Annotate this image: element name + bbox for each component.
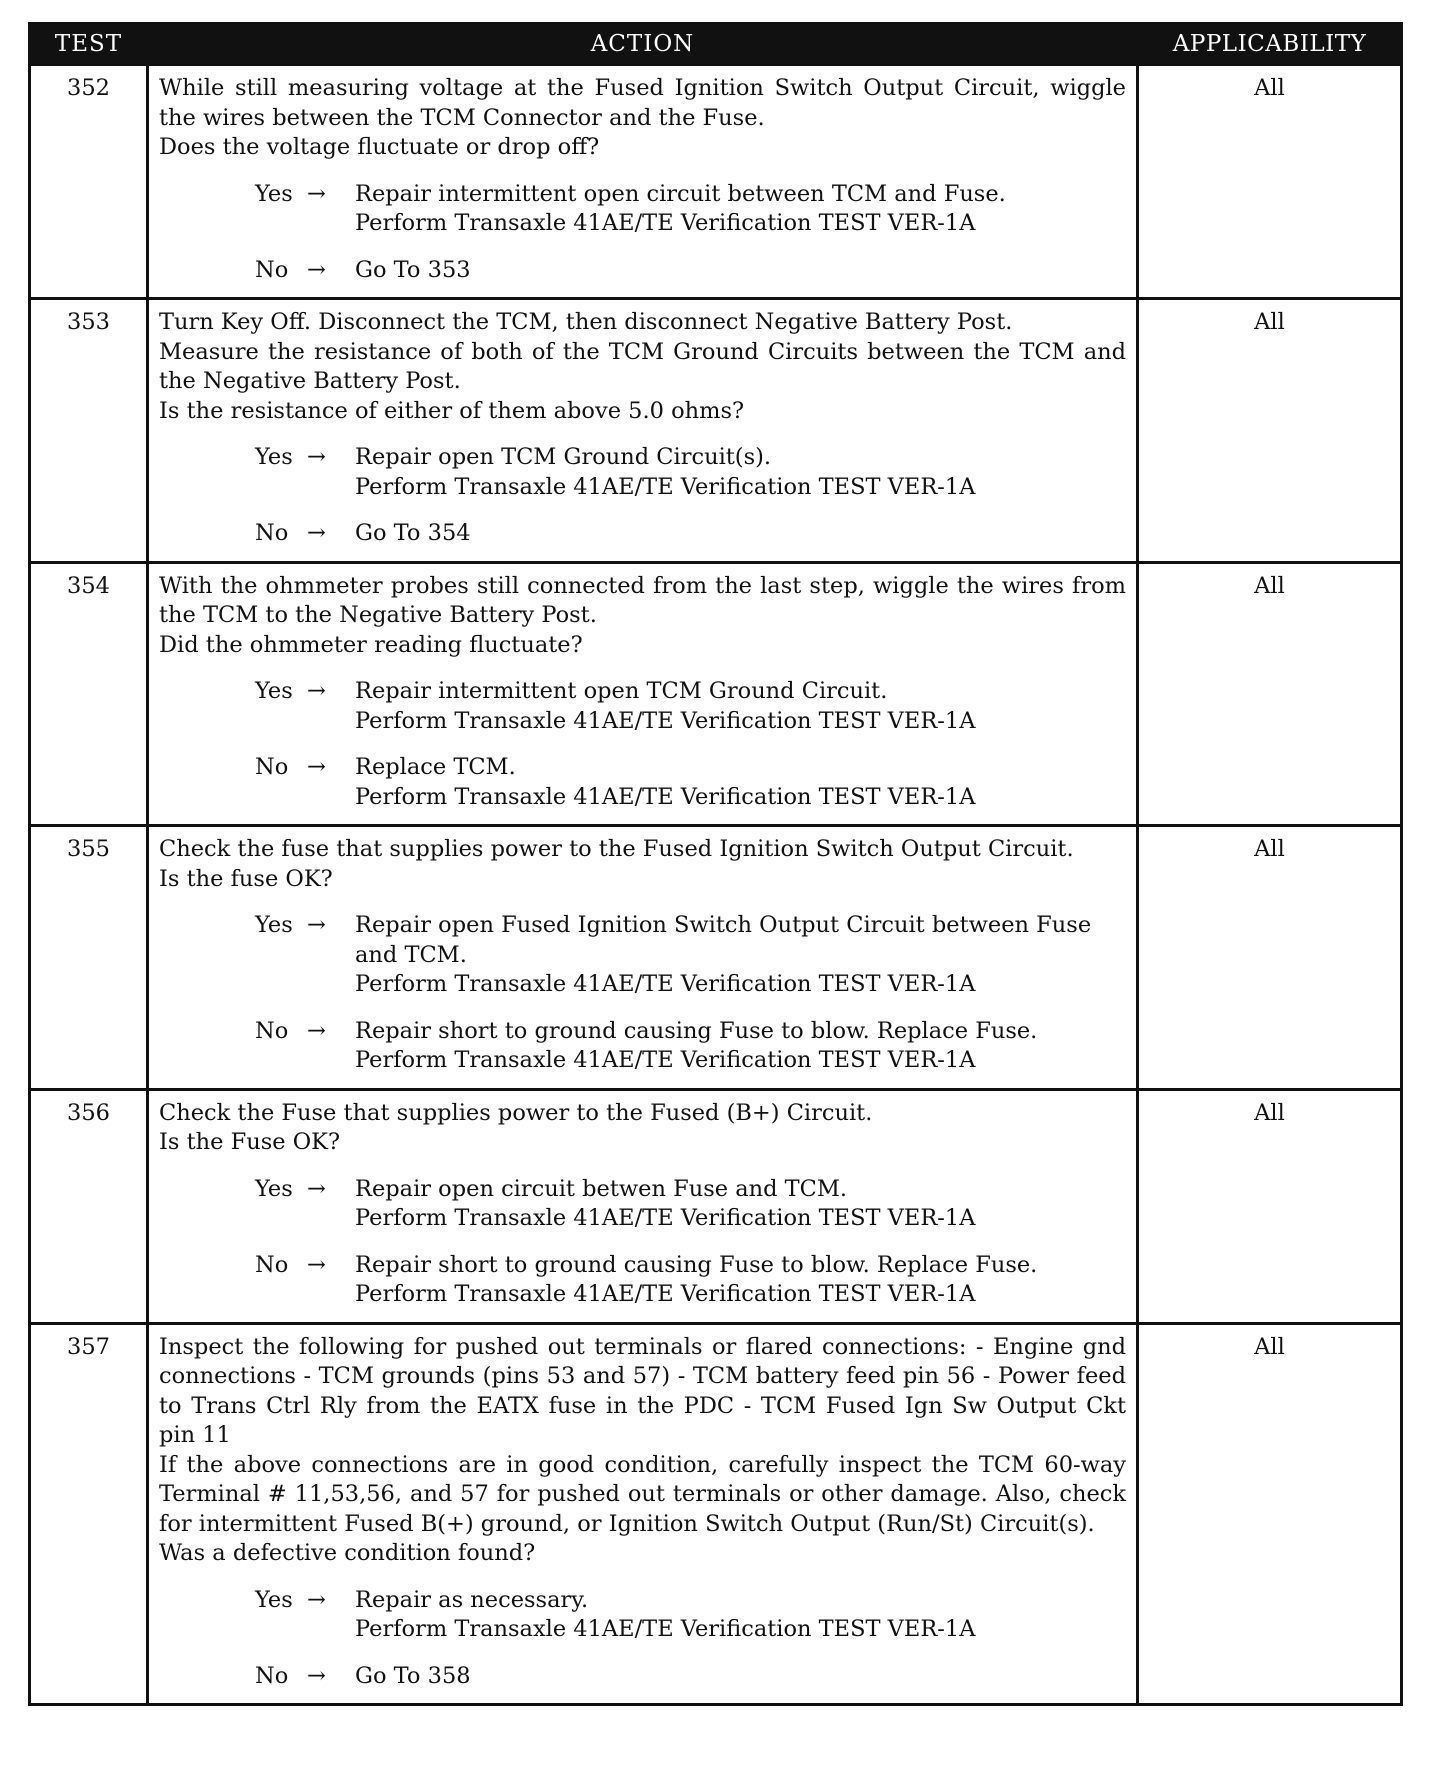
test-row	[30, 65, 1402, 299]
yes-action: Repair open Fused Ignition Switch Output Circuit between Fuse and TCM. Perform Transaxle 41AE/TE Verification TEST VER-1A	[355, 912, 1092, 997]
arrow-icon: →	[307, 1586, 326, 1613]
arrow-icon: →	[307, 444, 326, 470]
no-label: No	[255, 256, 289, 283]
header-test: TEST	[30, 24, 148, 65]
test-row	[30, 299, 1402, 563]
yes-action: Repair open circuit betwen Fuse and TCM. Perform Transaxle 41AE/TE Verification TEST VER-1A	[355, 1175, 976, 1231]
yes-answer	[255, 1175, 1126, 1234]
applicability-value: All	[1138, 1323, 1402, 1705]
no-action: Go To 358	[355, 1662, 471, 1689]
table-header-row	[30, 24, 1402, 65]
no-label: No	[255, 1017, 289, 1044]
test-row	[30, 1089, 1402, 1323]
yes-label: Yes	[255, 444, 293, 470]
test-number: 354	[30, 562, 148, 826]
yes-action: Repair open TCM Ground Circuit(s). Perform Transaxle 41AE/TE Verification TEST VER-1A	[355, 444, 976, 500]
arrow-icon: →	[307, 180, 326, 207]
test-number: 352	[30, 65, 148, 299]
yes-label: Yes	[255, 912, 293, 938]
no-answer	[255, 1251, 1126, 1310]
arrow-icon: →	[307, 1662, 326, 1689]
arrow-icon: →	[307, 1175, 326, 1202]
applicability-value: All	[1138, 826, 1402, 1090]
yes-action: Repair intermittent open circuit between TCM and Fuse. Perform Transaxle 41AE/TE Verification TEST VER-1A	[355, 180, 1006, 236]
diagnostic-page	[28, 22, 1400, 1706]
test-number: 353	[30, 299, 148, 563]
applicability-value: All	[1138, 562, 1402, 826]
no-answer	[255, 1017, 1126, 1076]
arrow-icon: →	[307, 520, 326, 546]
yes-answer	[255, 911, 1126, 1000]
no-label: No	[255, 1662, 289, 1689]
action-cell	[148, 1089, 1138, 1323]
action-instructions: Check the Fuse that supplies power to the Fused (B+) Circuit. Is the Fuse OK?	[159, 1099, 873, 1155]
yes-answer	[255, 443, 1126, 502]
action-cell	[148, 562, 1138, 826]
yes-answer	[255, 1586, 1126, 1645]
action-instructions: While still measuring voltage at the Fused Ignition Switch Output Circuit, wiggle the wires between the TCM Connector and the Fuse. Does the voltage fluctuate or drop off?	[159, 75, 1126, 160]
no-action: Replace TCM. Perform Transaxle 41AE/TE Verification TEST VER-1A	[355, 754, 976, 810]
arrow-icon: →	[307, 754, 326, 780]
action-instructions: Inspect the following for pushed out terminals or flared connections: - Engine gnd connections - TCM grounds (pins 53 and 57) - TCM battery feed pin 56 - Power feed to Trans Ctrl Rly from the EATX fuse in the PDC - TCM Fused Ign Sw Output Ckt pin 11 If the above connections are in good condition, carefully inspect the TCM 60-way Terminal # 11,53,56, and 57 for pushed out terminals or other damage. Also, check for intermittent Fused B(+) ground, or Ignition Switch Output (Run/St) Circuit(s). Was a defective condition found?	[159, 1333, 1126, 1566]
action-cell	[148, 826, 1138, 1090]
test-row	[30, 826, 1402, 1090]
no-label: No	[255, 754, 289, 780]
arrow-icon: →	[307, 1017, 326, 1044]
applicability-value: All	[1138, 299, 1402, 563]
yes-label: Yes	[255, 1586, 293, 1613]
arrow-icon: →	[307, 678, 326, 704]
applicability-value: All	[1138, 65, 1402, 299]
yes-label: Yes	[255, 1175, 293, 1202]
test-number: 355	[30, 826, 148, 1090]
action-cell	[148, 299, 1138, 563]
action-cell	[148, 1323, 1138, 1705]
no-action: Go To 353	[355, 256, 471, 283]
test-row	[30, 1323, 1402, 1705]
no-action: Repair short to ground causing Fuse to blow. Replace Fuse. Perform Transaxle 41AE/TE Verification TEST VER-1A	[355, 1251, 1038, 1307]
no-label: No	[255, 520, 289, 546]
action-instructions: With the ohmmeter probes still connected from the last step, wiggle the wires from the TCM to the Negative Battery Post. Did the ohmmeter reading fluctuate?	[159, 572, 1126, 658]
no-answer	[255, 256, 1126, 286]
yes-answer	[255, 180, 1126, 239]
test-number: 357	[30, 1323, 148, 1705]
test-number: 356	[30, 1089, 148, 1323]
no-label: No	[255, 1251, 289, 1278]
yes-action: Repair intermittent open TCM Ground Circuit. Perform Transaxle 41AE/TE Verification TEST VER-1A	[355, 678, 976, 734]
table-body	[30, 65, 1402, 1705]
no-action: Repair short to ground causing Fuse to blow. Replace Fuse. Perform Transaxle 41AE/TE Verification TEST VER-1A	[355, 1017, 1038, 1073]
test-row	[30, 562, 1402, 826]
action-instructions: Turn Key Off. Disconnect the TCM, then disconnect Negative Battery Post. Measure the resistance of both of the TCM Ground Circuits between the TCM and the Negative Battery Post. Is the resistance of either of them above 5.0 ohms?	[159, 309, 1126, 424]
action-instructions: Check the fuse that supplies power to the Fused Ignition Switch Output Circuit. Is the fuse OK?	[159, 836, 1074, 892]
yes-answer	[255, 677, 1126, 736]
action-cell	[148, 65, 1138, 299]
no-answer	[255, 519, 1126, 549]
yes-label: Yes	[255, 180, 293, 207]
yes-action: Repair as necessary. Perform Transaxle 41AE/TE Verification TEST VER-1A	[355, 1586, 976, 1642]
arrow-icon: →	[307, 912, 326, 938]
arrow-icon: →	[307, 1251, 326, 1278]
yes-label: Yes	[255, 678, 293, 704]
applicability-value: All	[1138, 1089, 1402, 1323]
diagnostic-test-table	[28, 22, 1403, 1706]
header-action: ACTION	[148, 24, 1138, 65]
arrow-icon: →	[307, 256, 326, 283]
no-answer	[255, 1662, 1126, 1692]
no-answer	[255, 753, 1126, 812]
header-applicability: APPLICABILITY	[1138, 24, 1402, 65]
no-action: Go To 354	[355, 520, 471, 546]
